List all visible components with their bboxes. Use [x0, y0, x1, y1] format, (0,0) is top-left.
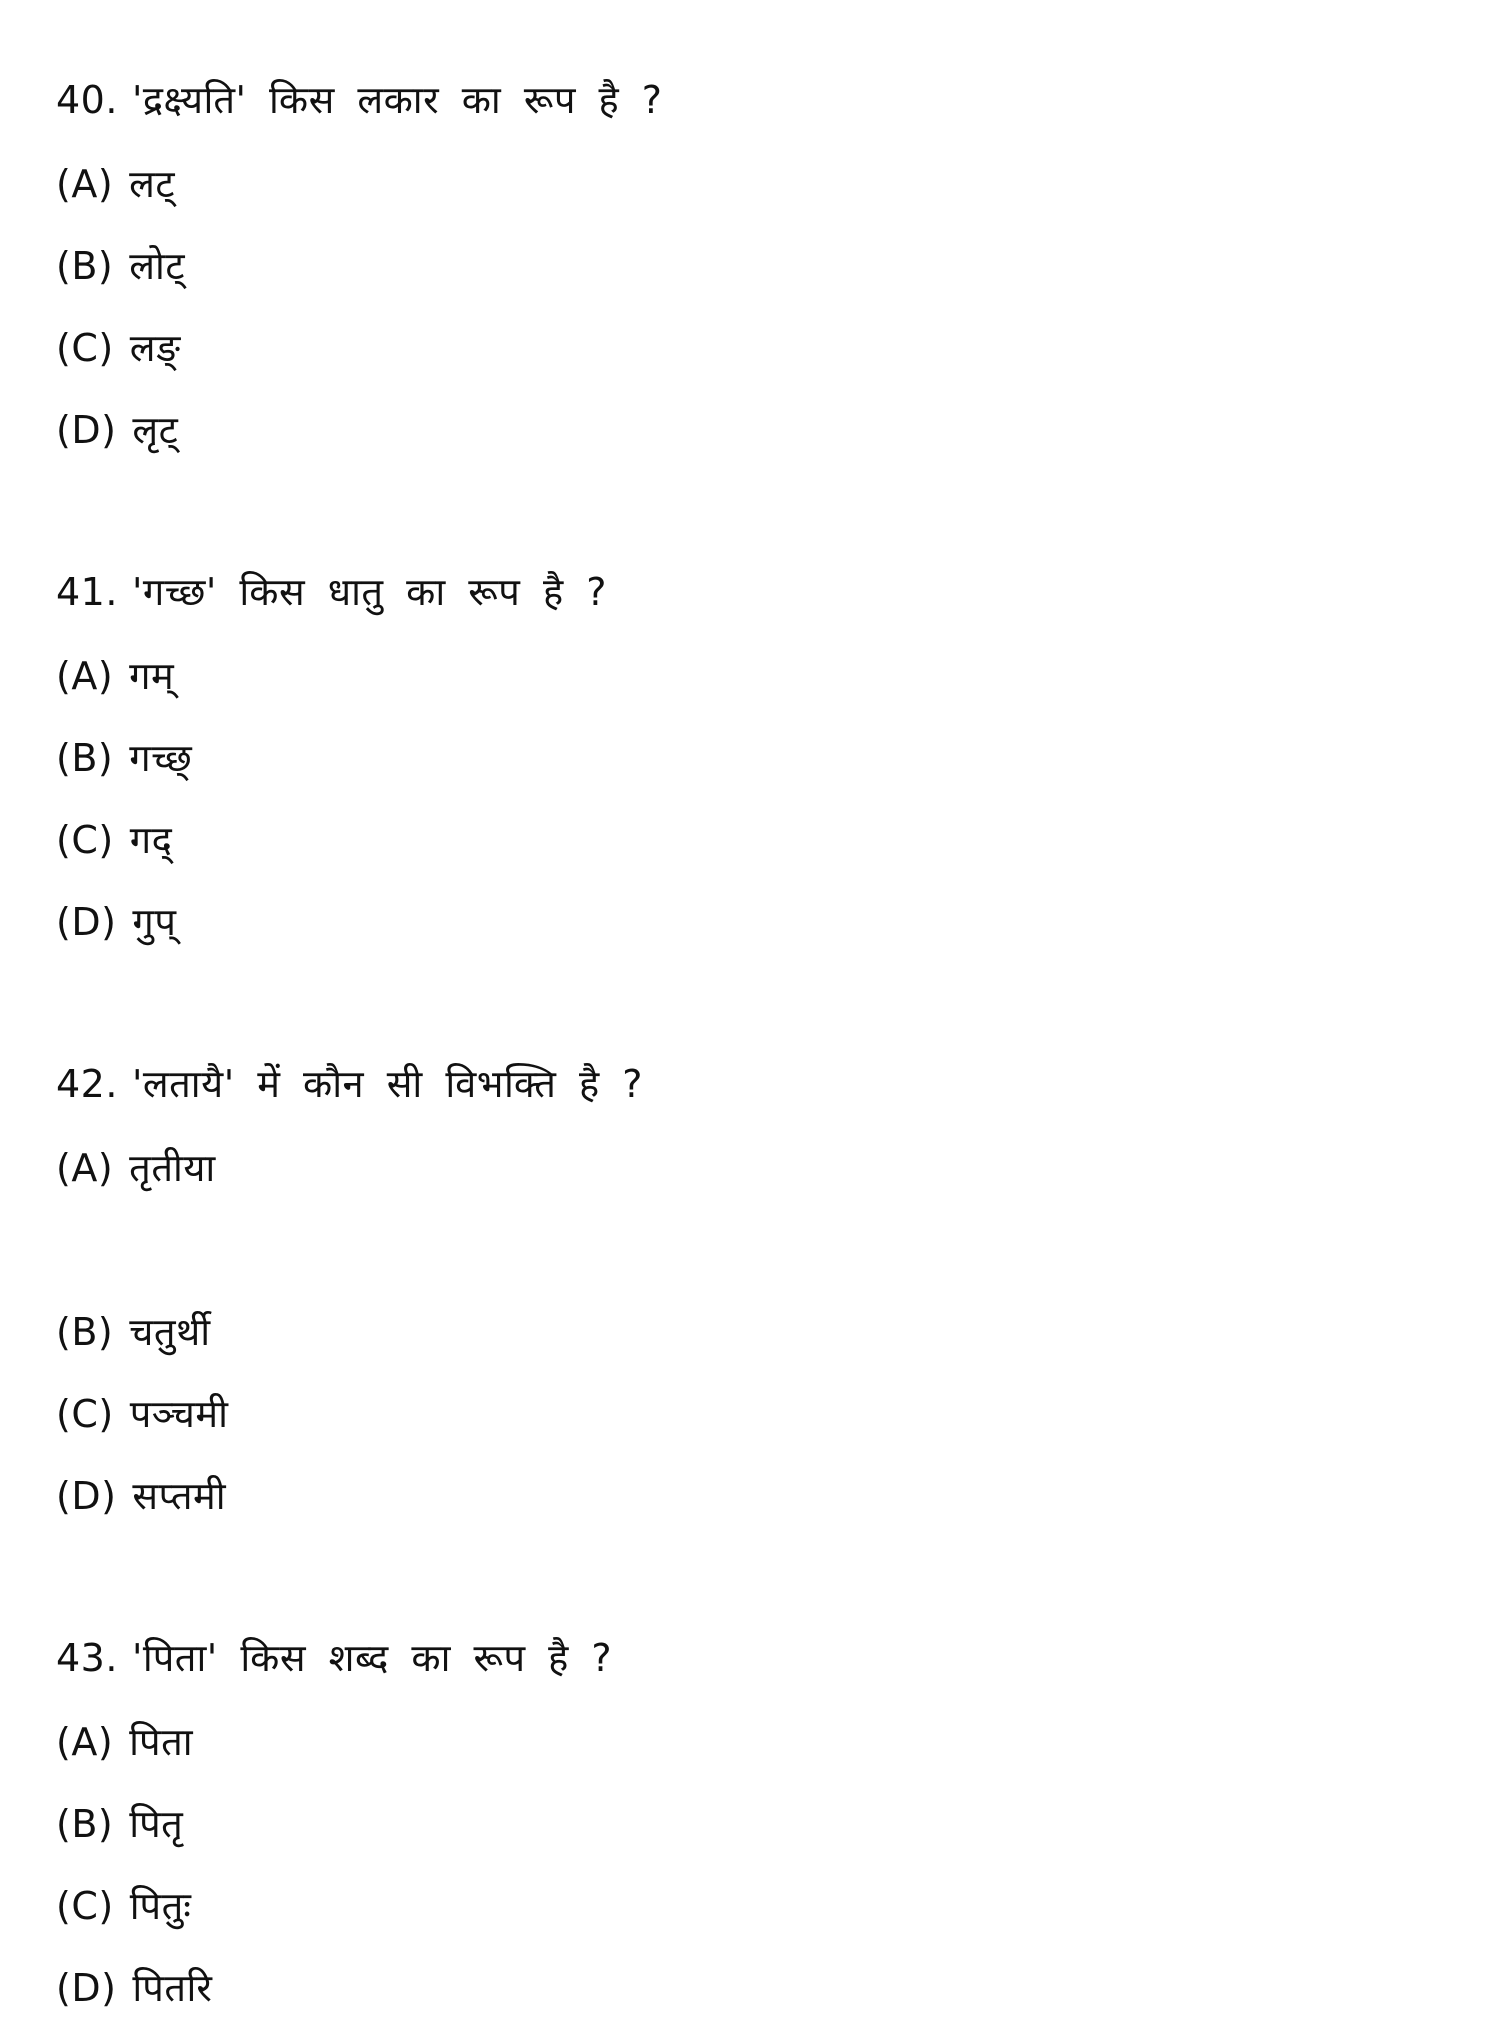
option-text: लृट् [132, 408, 179, 452]
question-40 [56, 76, 662, 124]
option-label: (C) [56, 1884, 114, 1928]
option-text: गुप् [132, 900, 177, 944]
option-label: (A) [56, 1720, 114, 1764]
option-text: चतुर्थी [129, 1310, 211, 1354]
q41-option-d [56, 898, 176, 946]
question-text: 'लतायै' में कौन सी विभक्ति है ? [131, 1062, 643, 1106]
option-text: गद् [129, 818, 173, 862]
q40-option-a [56, 160, 175, 208]
q43-option-a [56, 1718, 193, 1766]
question-number: 40. [56, 78, 118, 122]
option-text: तृतीया [129, 1146, 216, 1190]
question-text: 'गच्छ' किस धातु का रूप है ? [131, 570, 607, 614]
q42-option-b [56, 1308, 211, 1356]
option-text: गम् [129, 654, 175, 698]
option-text: पितुः [129, 1884, 192, 1928]
option-label: (C) [56, 1392, 114, 1436]
option-label: (D) [56, 1474, 117, 1518]
question-text: 'पिता' किस शब्द का रूप है ? [131, 1636, 613, 1680]
question-number: 41. [56, 570, 118, 614]
option-label: (B) [56, 1310, 114, 1354]
q41-option-a [56, 652, 174, 700]
option-label: (A) [56, 162, 114, 206]
option-text: गच्छ् [129, 736, 193, 780]
question-42 [56, 1060, 643, 1108]
question-text: 'द्रक्ष्यति' किस लकार का रूप है ? [131, 78, 663, 122]
option-label: (A) [56, 654, 114, 698]
option-label: (D) [56, 900, 117, 944]
question-43 [56, 1634, 612, 1682]
q43-option-c [56, 1882, 191, 1930]
option-text: लट् [129, 162, 176, 206]
q40-option-d [56, 406, 178, 454]
q40-option-b [56, 242, 185, 290]
option-label: (B) [56, 736, 114, 780]
option-text: पञ्चमी [129, 1392, 229, 1436]
option-text: पिता [129, 1720, 194, 1764]
option-text: सप्तमी [132, 1474, 227, 1518]
question-number: 43. [56, 1636, 118, 1680]
option-text: लोट् [129, 244, 185, 288]
option-label: (C) [56, 326, 114, 370]
q42-option-a [56, 1144, 216, 1192]
q40-option-c [56, 324, 181, 372]
question-number: 42. [56, 1062, 118, 1106]
q42-option-d [56, 1472, 226, 1520]
option-text: लङ् [129, 326, 181, 370]
option-text: पितृ [129, 1802, 184, 1846]
option-label: (A) [56, 1146, 114, 1190]
q42-option-c [56, 1390, 228, 1438]
option-label: (B) [56, 1802, 114, 1846]
option-text: पितरि [132, 1966, 213, 2010]
q43-option-b [56, 1800, 183, 1848]
option-label: (C) [56, 818, 114, 862]
q41-option-b [56, 734, 192, 782]
q41-option-c [56, 816, 172, 864]
question-41 [56, 568, 607, 616]
option-label: (D) [56, 408, 117, 452]
option-label: (D) [56, 1966, 117, 2010]
option-label: (B) [56, 244, 114, 288]
q43-option-d [56, 1964, 212, 2012]
